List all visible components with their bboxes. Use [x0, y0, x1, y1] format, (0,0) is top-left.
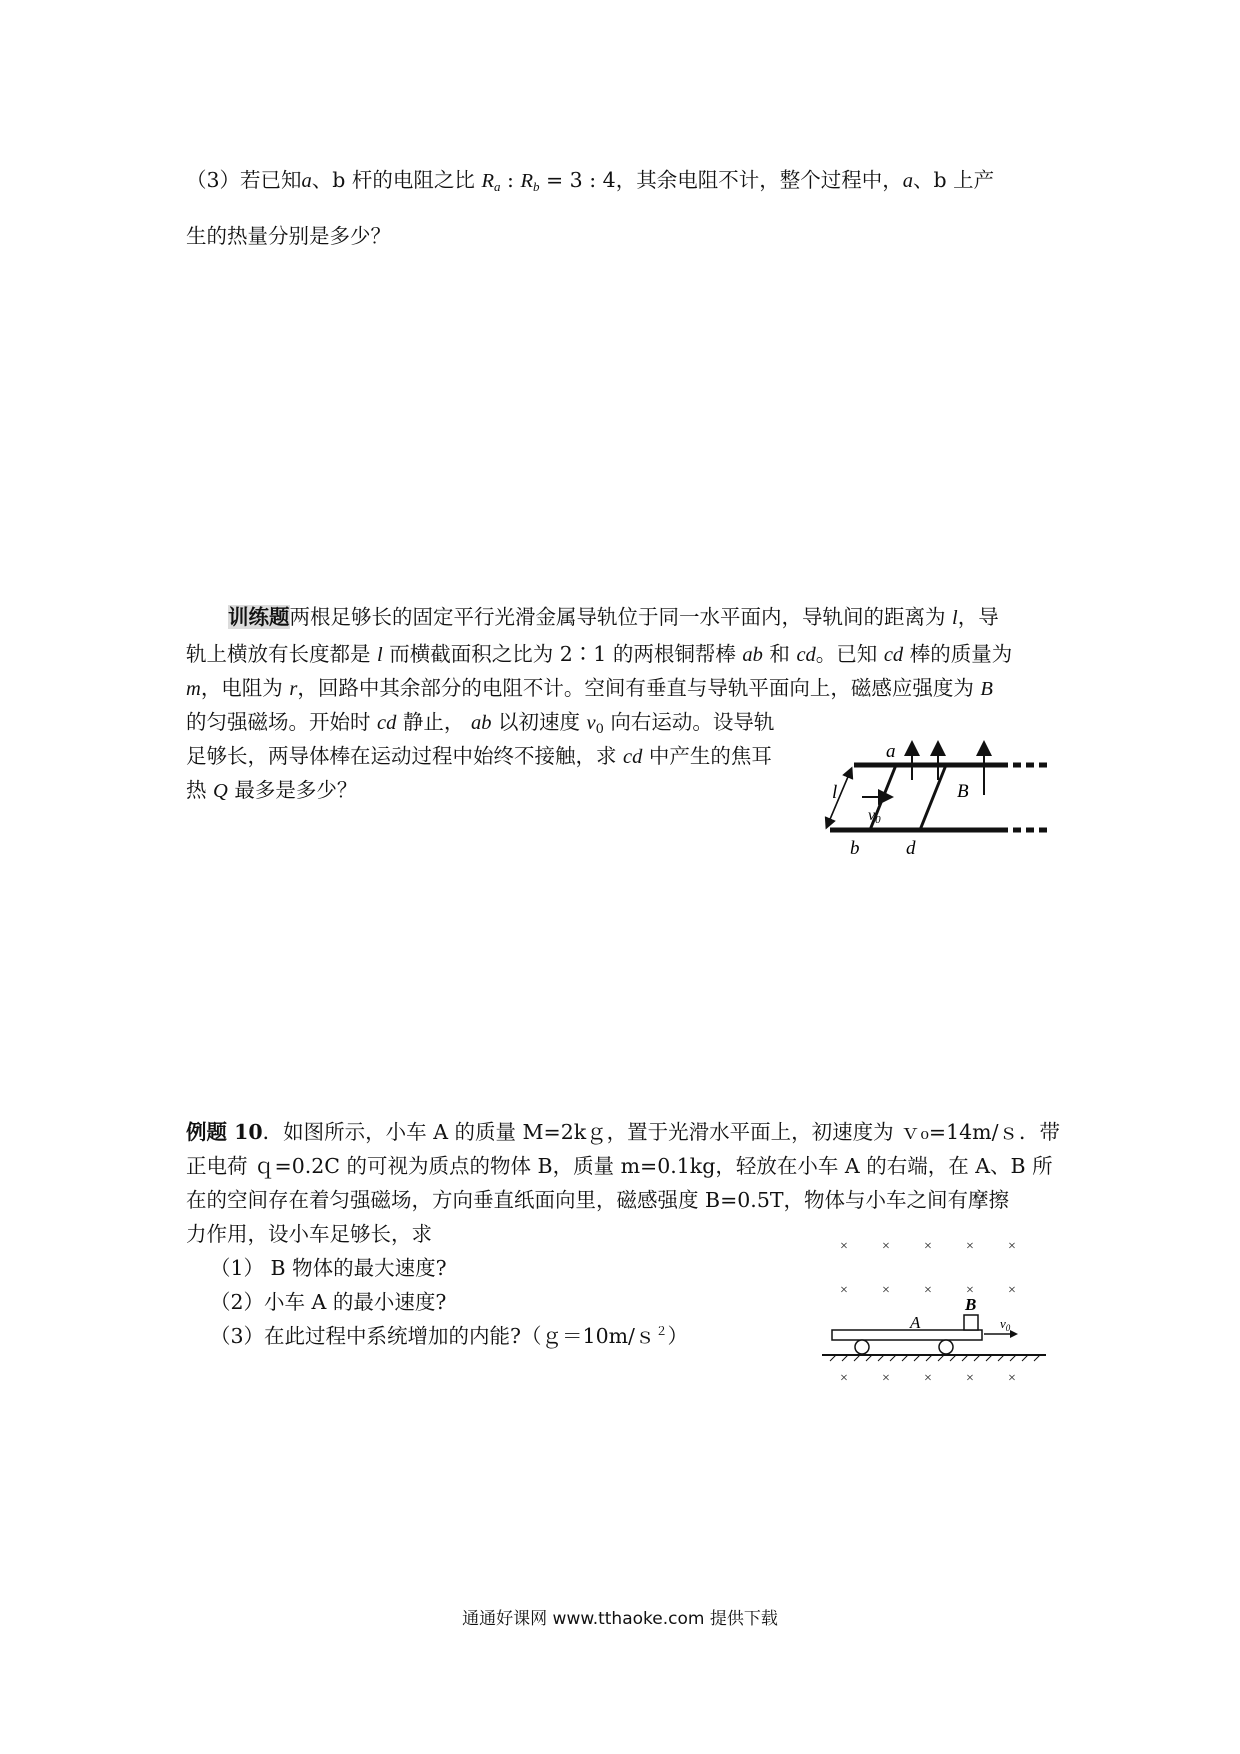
- svg-text:×: ×: [840, 1371, 848, 1386]
- example-q3: （3）在此过程中系统增加的内能?（ｇ＝10m/ｓ$^2$）: [210, 1324, 688, 1348]
- example-q1: （1） B 物体的最大速度?: [210, 1256, 447, 1280]
- training-line5: 足够长，两导体棒在运动过程中始终不接触，求 cd 中产生的焦耳: [186, 744, 772, 768]
- label-v0-cart: $v_0$: [1000, 1316, 1011, 1333]
- example-line3: 在的空间存在着匀强磁场，方向垂直纸面向里，磁感强度 B=0.5T，物体与小车之间有摩擦: [186, 1188, 1010, 1212]
- cart-A: [832, 1330, 982, 1340]
- rails-figure: [820, 740, 1060, 860]
- label-a: a: [886, 741, 896, 762]
- label-b: b: [850, 838, 860, 859]
- svg-text:×: ×: [966, 1239, 974, 1254]
- svg-text:×: ×: [966, 1283, 974, 1298]
- svg-text:×: ×: [1008, 1283, 1016, 1298]
- cart-wheel-left: [855, 1340, 869, 1354]
- training-line4: 的匀强磁场。开始时 cd 静止， ab 以初速度 $v_0$ 向右运动。设导轨: [186, 710, 775, 737]
- svg-text:×: ×: [840, 1283, 848, 1298]
- training-label: 训练题: [228, 605, 290, 629]
- label-v0: v0: [868, 807, 881, 826]
- training-line6: 热 Q 最多是多少？: [186, 778, 358, 802]
- label-A: A: [910, 1313, 921, 1332]
- cart-wheel-right: [939, 1340, 953, 1354]
- field-crosses: [840, 1239, 1016, 1386]
- svg-text:×: ×: [840, 1239, 848, 1254]
- label-B: B: [957, 781, 969, 802]
- footer: 通通好课网 www.tthaoke.com 提供下载: [462, 1609, 778, 1629]
- example-q2: （2）小车 A 的最小速度?: [210, 1290, 447, 1314]
- svg-text:×: ×: [882, 1283, 890, 1298]
- label-B-cart: B: [965, 1295, 977, 1314]
- svg-text:×: ×: [966, 1371, 974, 1386]
- label-d: d: [906, 838, 916, 859]
- example-line2: 正电荷 ｑ=0.2C 的可视为质点的物体 B，质量 m=0.1kg，轻放在小车 A 的右端，在 A、B 所: [186, 1154, 1053, 1178]
- svg-text:×: ×: [924, 1371, 932, 1386]
- example-line4: 力作用，设小车足够长，求: [186, 1222, 432, 1246]
- svg-text:×: ×: [882, 1371, 890, 1386]
- q3-line1: （3）若已知a、b 杆的电阻之比 $R_a$ : $R_b = 3$ : 4，其余电阻不计，整个过程中，a、b 上产: [186, 168, 995, 194]
- svg-text:×: ×: [924, 1239, 932, 1254]
- example-line1: 例题 10．如图所示，小车 A 的质量 M=2kｇ，置于光滑水平面上，初速度为 ｖ₀=14m/ｓ．带: [186, 1120, 1060, 1144]
- training-line2: 轨上横放有长度都是 l 而横截面积之比为 2∶1 的两根铜帮棒 ab 和 cd。已知 cd 棒的质量为: [186, 642, 1013, 666]
- label-l: l: [832, 782, 838, 803]
- cart-figure: [820, 1230, 1050, 1390]
- svg-text:×: ×: [924, 1283, 932, 1298]
- svg-text:×: ×: [1008, 1239, 1016, 1254]
- example-label: 例题 10: [186, 1120, 263, 1144]
- svg-text:×: ×: [882, 1239, 890, 1254]
- ground: [822, 1355, 1046, 1361]
- training-line3: m，电阻为 r，回路中其余部分的电阻不计。空间有垂直与导轨平面向上，磁感应强度为 B: [186, 676, 993, 700]
- q3-line2: 生的热量分别是多少？: [186, 224, 391, 248]
- field-arrows: [912, 748, 984, 795]
- training-line1: 训练题两根足够长的固定平行光滑金属导轨位于同一水平面内，导轨间的距离为 l，导: [228, 605, 999, 629]
- block-B: [964, 1315, 978, 1330]
- svg-text:×: ×: [1008, 1371, 1016, 1386]
- rod-cd: [920, 765, 946, 830]
